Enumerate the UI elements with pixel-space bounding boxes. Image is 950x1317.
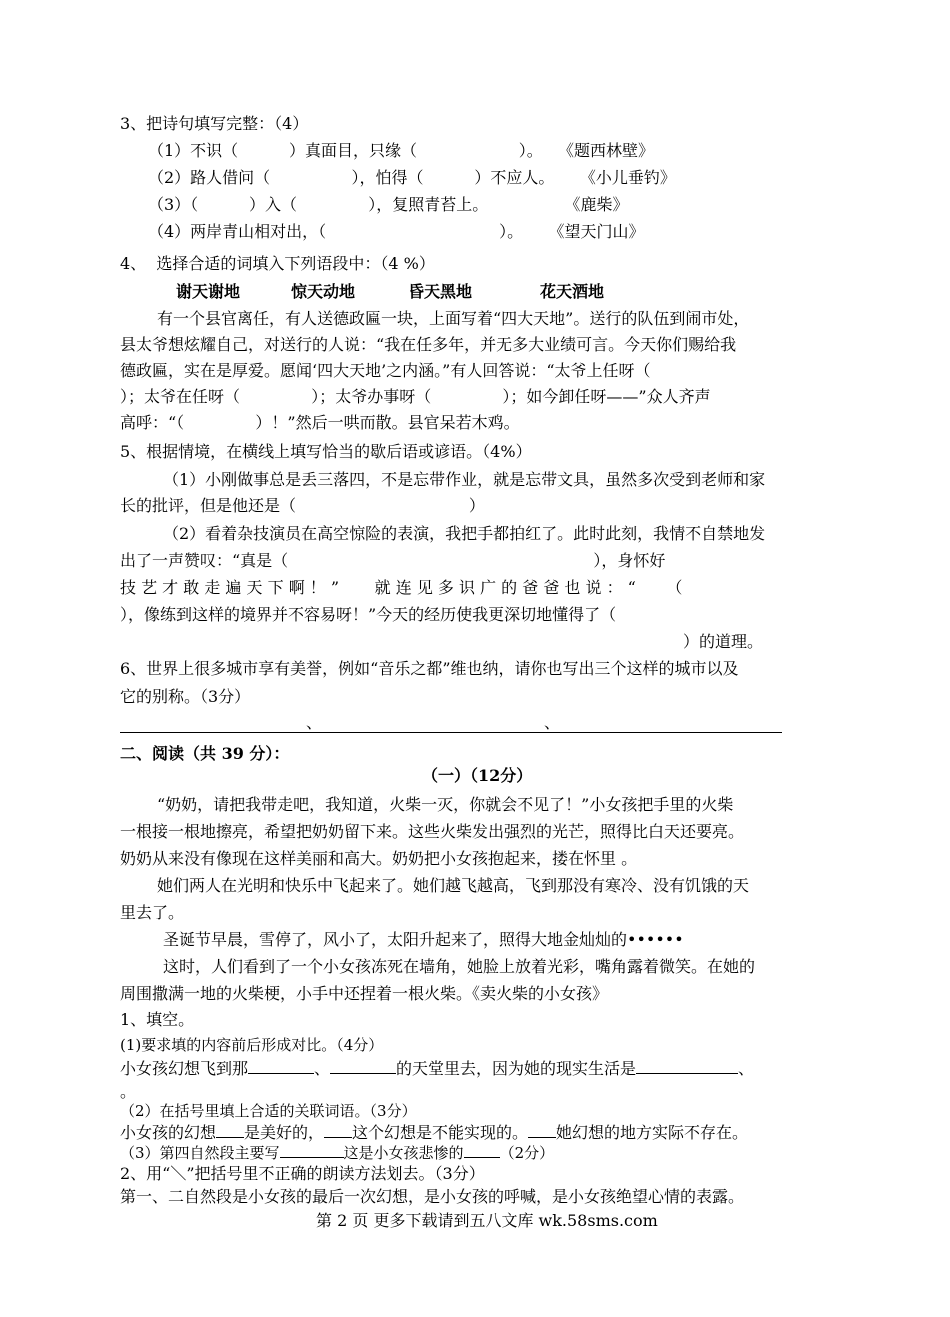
rq1-sub1: (1)要求填的内容前后形成对比。（4分） — [120, 1036, 384, 1054]
q4-word-4: 花天酒地 — [540, 282, 605, 301]
q6-line-2: 它的别称。（3分） — [120, 687, 251, 706]
passage-p2a: 她们两人在光明和快乐中飞起来了。她们越飞越高，飞到那没有寒冷、没有饥饿的天 — [157, 876, 750, 895]
q3-title: 3、把诗句填写完整：（4） — [120, 114, 309, 133]
part2-subtitle: （一）（12分） — [422, 766, 533, 785]
passage-p1b: 一根接一根地擦亮，希望把奶奶留下来。这些火柴发出强烈的光芒，照得比白天还要亮。 — [120, 822, 745, 841]
passage-p1a: “奶奶，请把我带走吧，我知道，火柴一灭，你就会不见了！”小女孩把手里的火柴 — [157, 795, 734, 814]
rq1-sub3-line — [120, 1142, 554, 1164]
rq1-blank-7[interactable] — [280, 1143, 344, 1158]
q6-line-1: 6、世界上很多城市享有美誉，例如“音乐之都”维也纳，请你也写出三个这样的城市以及 — [120, 659, 739, 678]
q5-line-3: （2）看着杂技演员在高空惊险的表演，我把手都拍红了。此时此刻，我情不自禁地发 — [163, 524, 766, 543]
q4-word-1: 谢天谢地 — [176, 282, 241, 301]
q5-line-2: 长的批评，但是他还是（ ） — [120, 496, 485, 515]
rq1-s2d: 她幻想的地方实际不存在。 — [556, 1123, 749, 1142]
q5-line-6: ），像练到这样的境界并不容易呀！”今天的经历使我更深切地懂得了（ — [120, 605, 617, 624]
q5-line-7: ）的道理。 — [683, 632, 764, 651]
rq1-blank-4[interactable] — [216, 1123, 244, 1138]
rq1-s1c: 的天堂里去，因为她的现实生活是 — [396, 1059, 637, 1078]
rq1-blank-5[interactable] — [324, 1123, 352, 1138]
q4-word-2: 惊天动地 — [291, 282, 356, 301]
page-footer: 第 2 页 更多下载请到五八文库 wk.58sms.com — [316, 1211, 658, 1230]
q4-passage-1: 有一个县官离任，有人送德政匾一块，上面写着“四大天地”。送行的队伍到闹市处， — [157, 309, 750, 328]
rq1-blank-8[interactable] — [464, 1143, 500, 1158]
q4-title: 4、 选择合适的词填入下列语段中：（4 %） — [120, 254, 435, 273]
rq1-s1b: 、 — [314, 1059, 331, 1078]
q5-title: 5、根据情境，在横线上填写恰当的歇后语或谚语。（4%） — [120, 442, 532, 461]
passage-p4a: 这时，人们看到了一个小女孩冻死在墙角，她脸上放着光彩，嘴角露着微笑。在她的 — [163, 957, 756, 976]
rq1-blank-2[interactable] — [330, 1059, 396, 1074]
q5-line-4: 出了一声赞叹：“真是（ ），身怀好 — [120, 551, 666, 570]
rq1-title: 1、填空。 — [120, 1010, 195, 1029]
q3-line-1: （1）不识（ ）真面目，只缘（ ）。 《题西林壁》 — [148, 141, 655, 160]
q6-answer-line — [120, 732, 782, 733]
passage-p2b: 里去了。 — [120, 903, 185, 922]
q3-line-3: （3）（ ）入（ ），复照青苔上。 《鹿柴》 — [148, 195, 629, 214]
rq1-s2c: 这个幻想是不能实现的。 — [352, 1123, 529, 1142]
rq1-s2b: 是美好的， — [244, 1123, 325, 1142]
rq1-blank-1[interactable] — [248, 1059, 314, 1074]
q6-separator-1: 、 — [306, 713, 323, 732]
rq1-s2a: 小女孩的幻想 — [120, 1123, 217, 1142]
q3-line-2: （2）路人借问（ ），怕得（ ）不应人。 《小儿垂钓》 — [148, 168, 676, 187]
rq1-blank-6[interactable] — [528, 1123, 556, 1138]
q4-passage-5: 高呼：“（ ）！”然后一哄而散。县官呆若木鸡。 — [120, 413, 520, 432]
rq1-sub1-line — [120, 1058, 754, 1080]
q4-passage-3: 德政匾，实在是厚爱。愿闻‘四大天地’之内涵。”有人回答说：“太爷上任呀（ — [120, 361, 651, 380]
q5-line-1: （1）小刚做事总是丢三落四，不是忘带作业，就是忘带文具，虽然多次受到老师和家 — [163, 470, 766, 489]
q6-separator-2: 、 — [544, 713, 561, 732]
rq2-title: 2、用“＼”把括号里不正确的朗读方法划去。（3分） — [120, 1164, 485, 1183]
q4-passage-4: ）；太爷在任呀（ ）；太爷办事呀（ ）；如今卸任呀——”众人齐声 — [120, 387, 711, 406]
q4-word-3: 昏天黑地 — [408, 282, 473, 301]
rq2-line-1: 第一、二自然段是小女孩的最后一次幻想，是小女孩的呼喊，是小女孩绝望心情的表露。 — [120, 1187, 745, 1206]
rq1-blank-3[interactable] — [636, 1059, 738, 1074]
passage-p3: 圣诞节早晨，雪停了，风小了，太阳升起来了，照得大地金灿灿的•••••• — [163, 930, 684, 949]
rq1-s1d: 、 — [738, 1059, 755, 1078]
rq1-sub2-line — [120, 1122, 748, 1144]
passage-p4b: 周围撒满一地的火柴梗，小手中还捏着一根火柴。《卖火柴的小女孩》 — [120, 984, 609, 1003]
q4-passage-2: 县太爷想炫耀自己，对送行的人说：“我在任多年，并无多大业绩可言。今天你们赐给我 — [120, 335, 737, 354]
rq1-s3c: （2分） — [499, 1144, 555, 1162]
rq1-sub2: （2）在括号里填上合适的关联词语。（3分） — [120, 1102, 417, 1120]
passage-p1c: 奶奶从来没有像现在这样美丽和高大。奶奶把小女孩抱起来，搂在怀里 。 — [120, 849, 638, 868]
rq1-s3b: 这是小女孩悲惨的 — [343, 1144, 464, 1162]
rq1-s1a: 小女孩幻想飞到那 — [120, 1059, 249, 1078]
rq1-s1e: 。 — [120, 1082, 137, 1101]
q3-line-4: （4）两岸青山相对出，（ ）。 《望天门山》 — [148, 222, 645, 241]
part2-title: 二、阅读（共 39 分）： — [120, 744, 290, 763]
q5-line-5: 技 艺 才 敢 走 遍 天 下 啊 ！ ” 就 连 见 多 识 广 的 爸 爸 也 说 ： “ （ — [120, 578, 683, 597]
rq1-s3a: （3）第四自然段主要写 — [120, 1144, 280, 1162]
